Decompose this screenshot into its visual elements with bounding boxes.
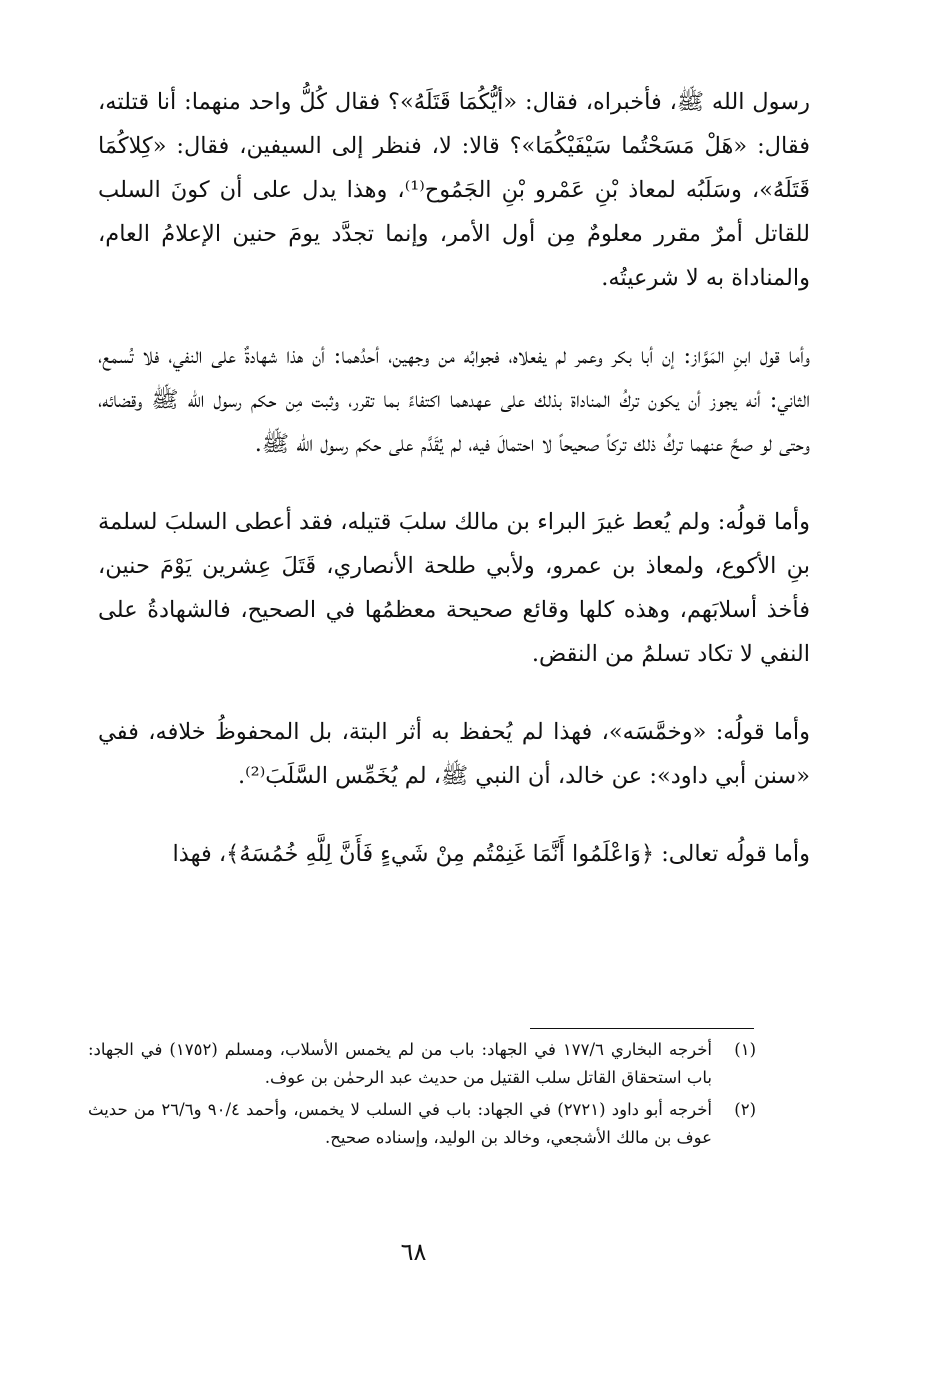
main-text <box>98 80 810 876</box>
footnote-1-text: أخرجه البخاري ١٧٧/٦ في الجهاد: باب من لم يخمس الأسلاب، ومسلم (١٧٥٢) في الجهاد: باب استحقاق القاتل سلب القتيل من حديث عبد الرحمٰن بن عوف. <box>88 1040 712 1087</box>
footnote-2 <box>88 1096 756 1152</box>
footnote-2-number: (٢) <box>734 1100 756 1119</box>
paragraph-4: وأما قولُه: «وخمَّسَه»، فهذا لم يُحفظ به أثر البتة، بل المحفوظُ خلافه، ففي «سنن أبي داود»: عن خالد، أن النبي ﷺ، لم يُخَمِّس السَّلَبَ⁽²⁾. <box>98 719 810 789</box>
page-number: ٦٨ <box>400 1238 427 1266</box>
footnotes <box>88 1036 756 1156</box>
paragraph-2: وأما قول ابنِ المَوَّاز: إن أبا بكر وعمر لم يفعلاه، فجوابُه من وجهين، أحدُهما: أن هذا شهادةٌ على النفي، فلا تُسمع، الثاني: أنه يجوز أن يكون تركُ المناداة بذلك على عهدهما اكتفاءً بما تقرر، وثبت مِن حكم رسول الله ﷺ وقضائه، وحتى لو صحَّ عنهما تركُ ذلك تركاً صحيحاً لا احتمالَ فيه، لم يُقَدَّم على حكم رسول الله ﷺ. <box>98 343 810 457</box>
footnote-1-number: (١) <box>734 1040 756 1059</box>
footnote-2-text: أخرجه أبو داود (٢٧٢١) في الجهاد: باب في السلب لا يخمس، وأحمد ٩٠/٤ و٢٦/٦ من حديث عوف بن مالك الأشجعي، وخالد بن الوليد، وإسناده صحيح. <box>88 1100 712 1147</box>
paragraph-3: وأما قولُه: ولم يُعط غيرَ البراء بن مالك سلبَ قتيله، فقد أعطى السلبَ لسلمة بنِ الأكوع، ولمعاذ بن عمرو، ولأبي طلحة الأنصاري، قَتَلَ عِشرين يَوْمَ حنين، فأخذ أسلابَهم، وهذه كلها وقائع صحيحة معظمُها في الصحيح، فالشهادةُ على النفي لا تكاد تسلمُ من النقض. <box>98 509 810 667</box>
paragraph-1: رسول الله ﷺ، فأخبراه، فقال: «أيُّكُمَا قَتَلَهُ»؟ فقال كُلُّ واحد منهما: أنا قتلته، فقال: «هَلْ مَسَحْتُما سَيْفَيْكُمَا»؟ قالا: لا، فنظر إلى السيفين، فقال: «كِلاكُمَا قَتَلَهُ»، وسَلَبُه لمعاذ بْنِ عَمْرو بْنِ الجَمُوح⁽¹⁾، وهذا يدل على أن كونَ السلب للقاتل أمرٌ مقرر معلومٌ مِن أول الأمر، وإنما تجدَّد يومَ حنين الإعلامُ العام، والمناداة به لا شرعيتُه. <box>98 89 810 291</box>
footnote-1 <box>88 1036 756 1092</box>
footnote-divider <box>530 1028 754 1029</box>
paragraph-5: وأما قولُه تعالى: ﴿وَاعْلَمُوا أَنَّمَا غَنِمْتُم مِنْ شَيءٍ فَأَنَّ لِلَّهِ خُمُسَهُ﴾، فهذا <box>172 841 810 867</box>
